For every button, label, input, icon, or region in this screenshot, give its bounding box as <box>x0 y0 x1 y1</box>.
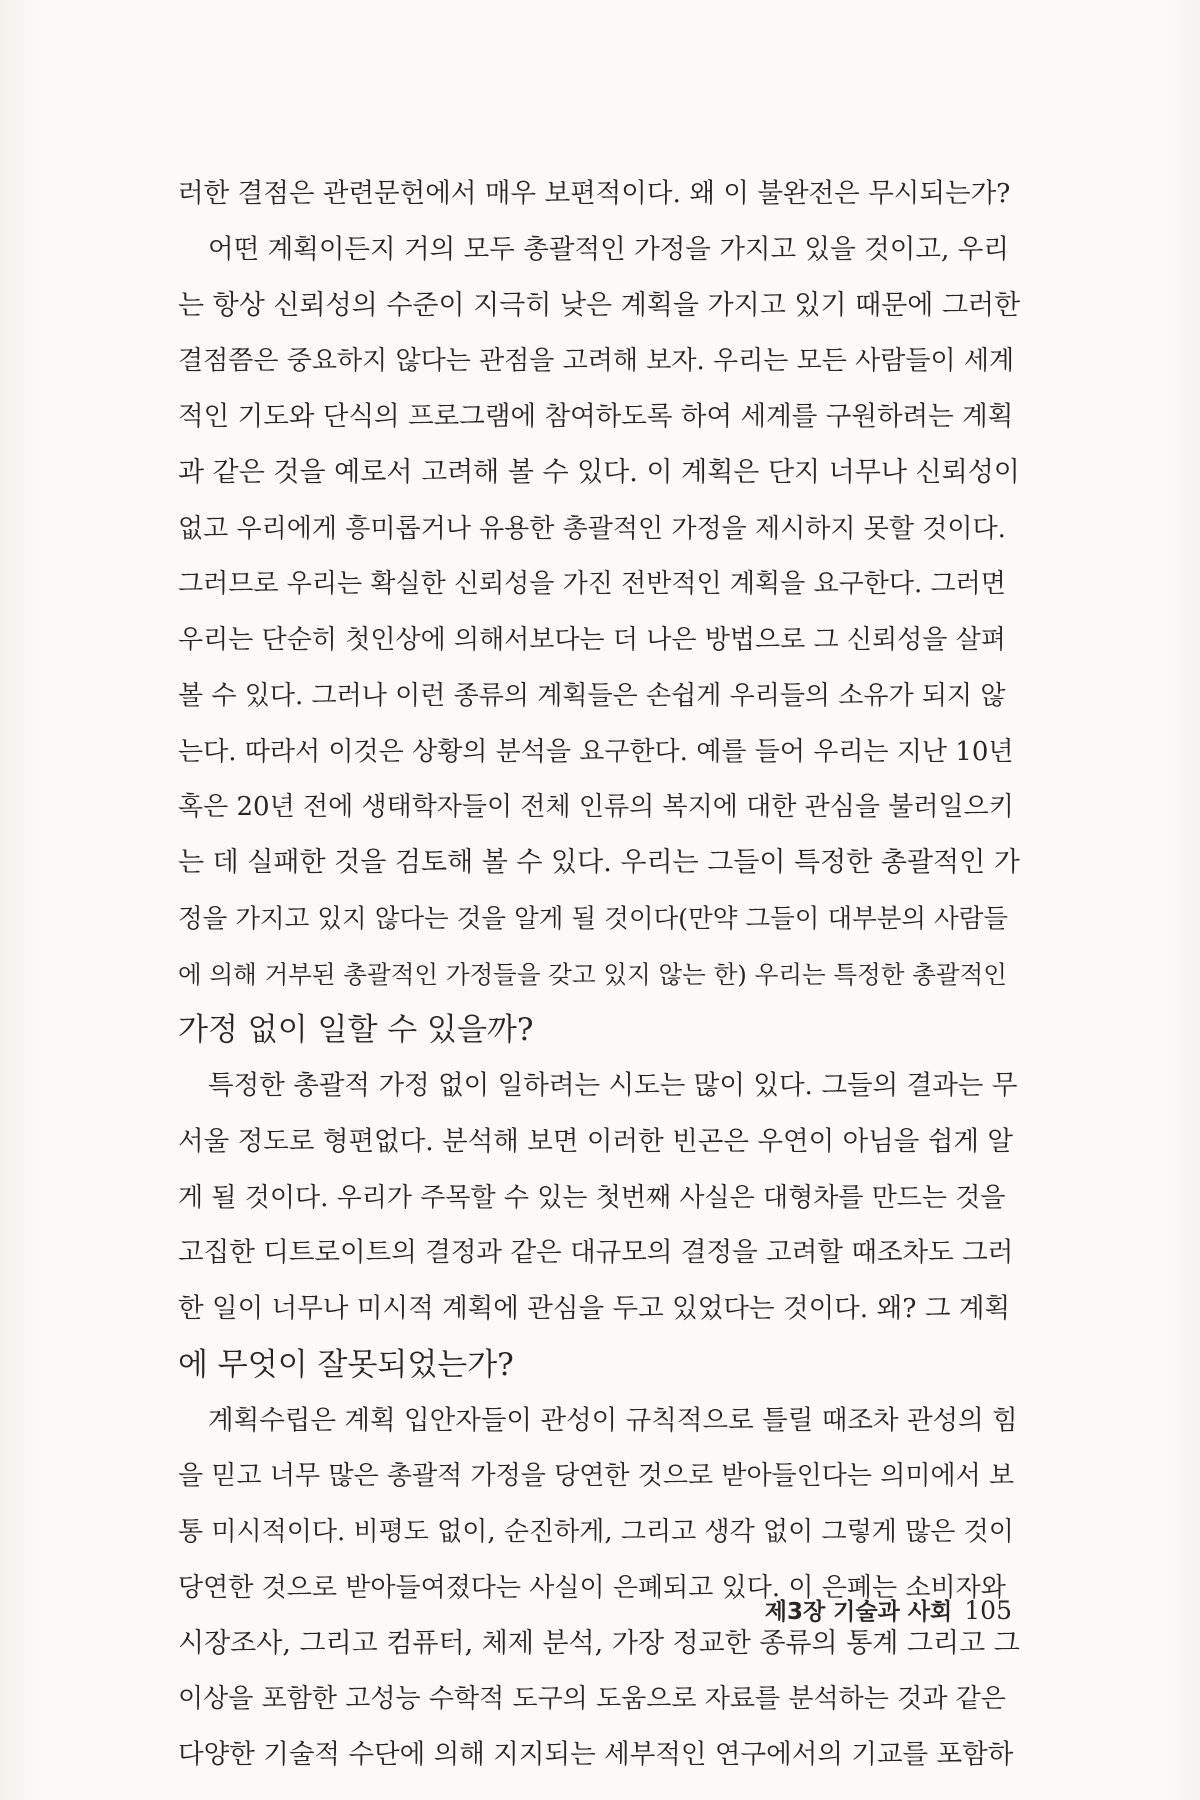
text-line: 그러므로 우리는 확실한 신뢰성을 가진 전반적인 계획을 요구한다. 그러면 <box>178 569 1006 600</box>
text-line: 우리는 단순히 첫인상에 의해서보다는 더 나은 방법으로 그 신뢰성을 살펴 <box>178 625 1006 655</box>
text-line: 과 같은 것을 예로서 고려해 볼 수 있다. 이 계획은 단지 너무나 신뢰성이 <box>178 456 1020 488</box>
text-line: 특정한 총괄적 가정 없이 일하려는 시도는 많이 있다. 그들의 결과는 무 <box>208 1070 1018 1101</box>
body-text <box>178 172 1020 1789</box>
text-line: 게 될 것이다. 우리가 주목할 수 있는 첫번째 사실은 대형차를 만드는 것을 <box>178 1182 1006 1213</box>
text-line: 어떤 계획이든지 거의 모두 총괄적인 가정을 가지고 있을 것이고, 우리 <box>208 233 1010 265</box>
text-line: 에 무엇이 잘못되었는가? <box>178 1346 514 1383</box>
running-head: 제3장 기술과 사회 <box>764 1599 953 1625</box>
text-line: 러한 결점은 관련문헌에서 매우 보편적이다. 왜 이 불완전은 무시되는가? <box>178 178 1011 209</box>
text-line: 는 항상 신뢰성의 수준이 지극히 낮은 계획을 가지고 있기 때문에 그러한 <box>178 289 1020 321</box>
text-line: 다양한 기술적 수단에 의해 지지되는 세부적인 연구에서의 기교를 포함하 <box>178 1739 1014 1770</box>
text-line: 시장조사, 그리고 컴퓨터, 체제 분석, 가장 정교한 종류의 통계 그리고 그 <box>178 1627 1020 1659</box>
text-line: 한 일이 너무나 미시적 계획에 관심을 두고 있었다는 것이다. 왜? 그 계획 <box>178 1293 1011 1324</box>
text-line: 결점쯤은 중요하지 않다는 관점을 고려해 보자. 우리는 모든 사람들이 세계 <box>178 346 1015 377</box>
text-line: 없고 우리에게 흥미롭거나 유용한 총괄적인 가정을 제시하지 못할 것이다. <box>178 513 1006 544</box>
text-line: 을 믿고 너무 많은 총괄적 가정을 당연한 것으로 받아들인다는 의미에서 보 <box>178 1461 1015 1492</box>
page-footer <box>765 1593 1012 1629</box>
text-line: 통 미시적이다. 비평도 없이, 순진하게, 그리고 생각 없이 그렇게 많은 것이 <box>178 1517 1014 1547</box>
page-number: 105 <box>964 1596 1012 1625</box>
text-line: 에 의해 거부된 총괄적인 가정들을 갖고 있지 않는 한) 우리는 특정한 총괄적인 <box>178 959 1007 989</box>
text-line: 당연한 것으로 받아들여졌다는 사실이 은폐되고 있다. 이 은폐는 소비자와 <box>178 1572 1006 1603</box>
text-line: 가정 없이 일할 수 있을까? <box>178 1012 534 1049</box>
text-line: 서울 정도로 형편없다. 분석해 보면 이러한 빈곤은 우연이 아님을 쉽게 알 <box>178 1125 1014 1157</box>
text-line: 는 데 실패한 것을 검토해 볼 수 있다. 우리는 그들이 특정한 총괄적인 가 <box>178 847 1020 878</box>
text-line: 정을 가지고 있지 않다는 것을 알게 될 것이다(만약 그들이 대부분의 사람들 <box>178 903 1008 934</box>
text-line: 계획수립은 계획 입안자들이 관성이 규칙적으로 틀릴 때조차 관성의 힘 <box>208 1404 1018 1436</box>
text-line: 이상을 포함한 고성능 수학적 도구의 도움으로 자료를 분석하는 것과 같은 <box>178 1684 1006 1715</box>
text-line: 혹은 20년 전에 생태학자들이 전체 인류의 복지에 대한 관심을 불러일으키 <box>178 792 1014 823</box>
text-line: 고집한 디트로이트의 결정과 같은 대규모의 결정을 고려할 때조차도 그러 <box>178 1237 1014 1269</box>
text-line: 는다. 따라서 이것은 상황의 분석을 요구한다. 예를 들어 우리는 지난 10년 <box>178 736 1014 767</box>
text-line: 적인 기도와 단식의 프로그램에 참여하도록 하여 세계를 구원하려는 계획 <box>178 401 1014 432</box>
text-line: 볼 수 있다. 그러나 이런 종류의 계획들은 손쉽게 우리들의 소유가 되지 않 <box>178 680 1006 711</box>
